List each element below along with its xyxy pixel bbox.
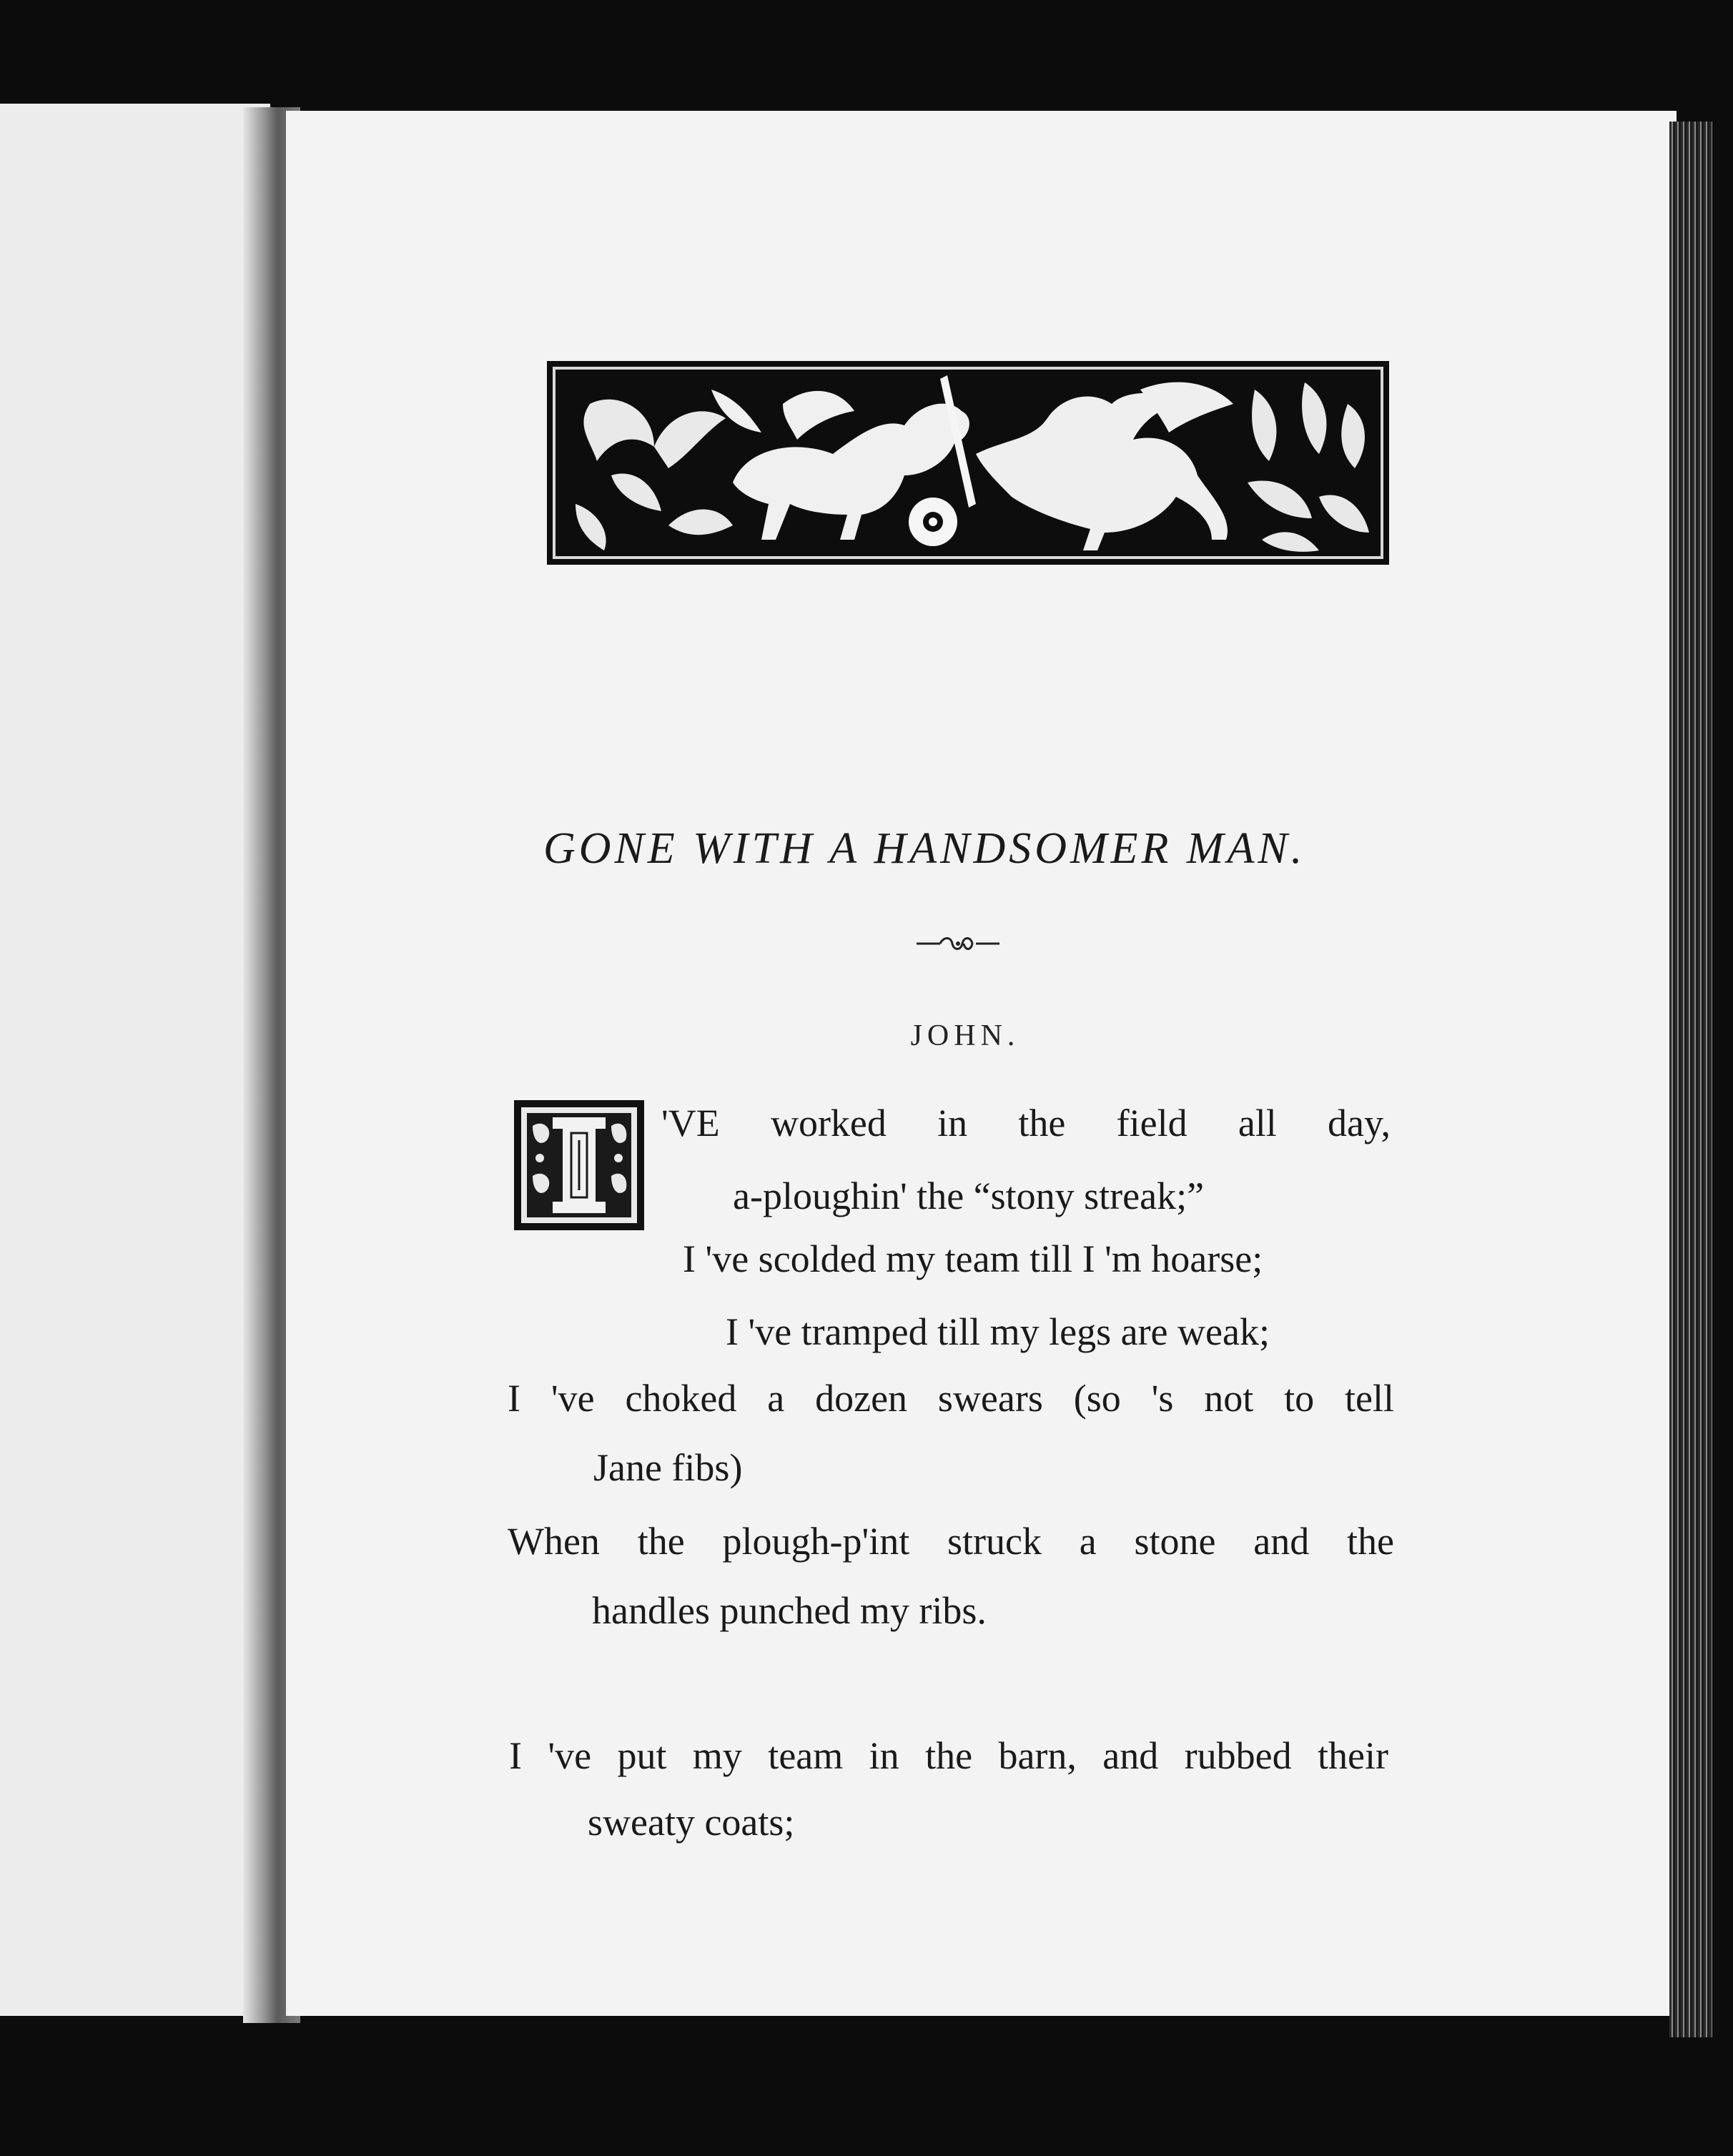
swirl-ornament-icon [915, 933, 1001, 954]
verse-line-7: I 've put my team in the barn, and rubbed their [509, 1734, 1388, 1777]
page-edges [1669, 122, 1712, 2037]
verse-line-5: I 've choked a dozen swears (so 's not to tell [508, 1377, 1394, 1420]
verse-line-3: I 've scolded my team till I 'm hoarse; [683, 1237, 1263, 1280]
dragon-foliage-headpiece-icon [547, 361, 1389, 565]
verse-line-7-continued: sweaty coats; [588, 1801, 795, 1844]
verse-line-4: I 've tramped till my legs are weak; [726, 1310, 1270, 1353]
speaker-name: JOHN. [910, 1019, 1020, 1052]
left-page [0, 104, 270, 2016]
verse-line-5-continued: Jane fibs) [593, 1446, 743, 1489]
verse-line-1: 'VE worked in the field all day, [661, 1102, 1391, 1144]
poem-title: GONE WITH A HANDSOMER MAN. [543, 824, 1306, 873]
decorated-initial-i-icon [511, 1097, 647, 1233]
verse-line-6: When the plough-p'int struck a stone and the [508, 1520, 1394, 1563]
verse-line-2: a-ploughin' the “stony streak;” [733, 1175, 1205, 1217]
verse-line-6-continued: handles punched my ribs. [592, 1589, 987, 1632]
